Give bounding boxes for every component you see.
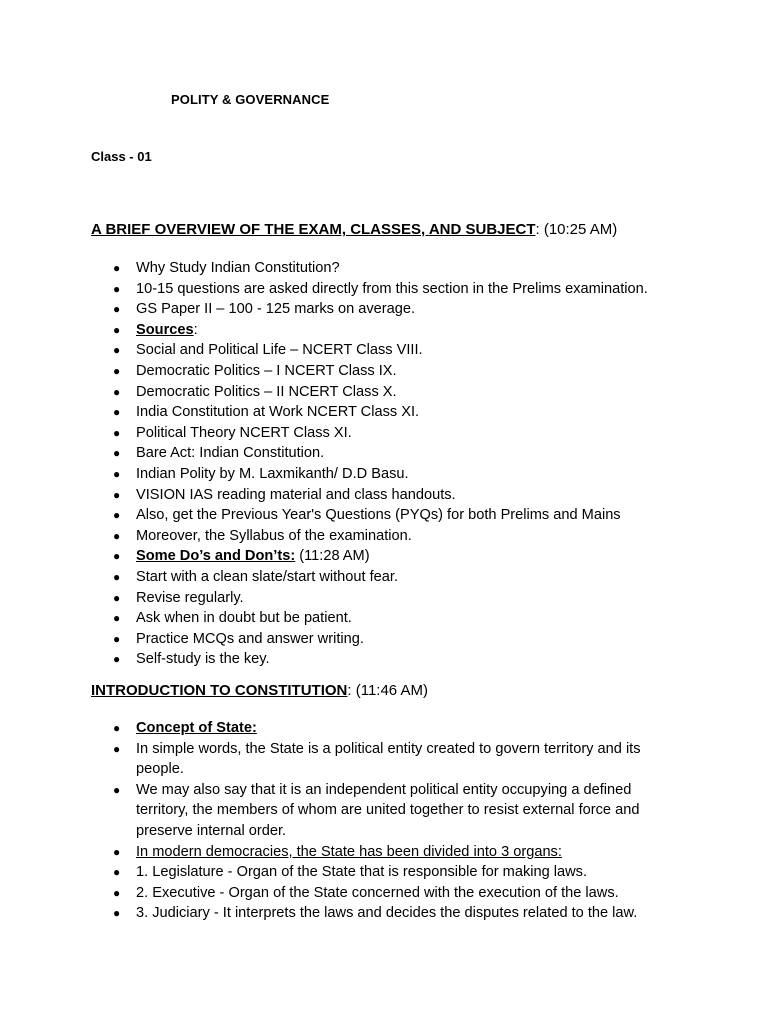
list-item-text: Political Theory NCERT Class XI. <box>136 424 352 441</box>
bullet-icon: ● <box>113 528 121 543</box>
list-item-text: Moreover, the Syllabus of the examination. <box>136 527 412 544</box>
class-label: Class - 01 <box>91 149 152 164</box>
list-item <box>0 526 700 547</box>
bullet-icon: ● <box>113 466 121 481</box>
list-item-text: Self-study is the key. <box>136 651 270 668</box>
bullet-icon: ● <box>113 261 121 275</box>
bullet-icon: ● <box>113 631 121 646</box>
bullet-icon: ● <box>113 302 121 317</box>
bullet-icon: ● <box>113 652 121 667</box>
bullet-icon: ● <box>113 782 121 797</box>
bullet-icon: ● <box>113 590 121 605</box>
list-item-text: GS Paper II – 100 - 125 marks on average. <box>136 301 416 318</box>
list-item <box>0 629 700 650</box>
list-item <box>0 780 666 842</box>
list-item-underlined: In modern democracies, the State has been divided into 3 organs: <box>136 843 562 860</box>
list-item-text: We may also say that it is an independent political entity occupying a defined territory, the members of whom are united together to resist external force and preserve internal order. <box>136 781 640 839</box>
list-item <box>0 546 700 567</box>
list-item-text: Start with a clean slate/start without fear. <box>136 568 399 585</box>
list-item-text: 3. Judiciary - It interprets the laws and decides the disputes related to the law. <box>136 905 638 922</box>
document-title: POLITY & GOVERNANCE <box>171 92 330 107</box>
bullet-icon: ● <box>113 721 121 735</box>
list-item-text: VISION IAS reading material and class handouts. <box>136 486 456 503</box>
list-item <box>0 464 700 485</box>
list-item-text: 2. Executive - Organ of the State concerned with the execution of the laws. <box>136 884 619 901</box>
section-heading-text: INTRODUCTION TO CONSTITUTION <box>91 682 348 699</box>
overview-bullet-list <box>0 258 700 670</box>
list-item-lead: Concept of State: <box>136 720 257 736</box>
bullet-icon: ● <box>113 487 121 502</box>
list-item <box>0 739 666 780</box>
section-heading-constitution <box>91 682 428 699</box>
list-item-text: 10-15 questions are asked directly from this section in the Prelims examination. <box>136 280 648 297</box>
list-item <box>0 842 700 863</box>
list-item-text: Bare Act: Indian Constitution. <box>136 445 325 462</box>
bullet-icon: ● <box>113 906 121 921</box>
section-heading-time: : (11:46 AM) <box>347 682 428 699</box>
list-item <box>0 402 700 423</box>
bullet-icon: ● <box>113 363 121 378</box>
bullet-icon: ● <box>113 405 121 420</box>
bullet-icon: ● <box>113 844 121 859</box>
bullet-icon: ● <box>113 384 121 399</box>
list-item <box>0 505 700 526</box>
list-item <box>0 279 700 300</box>
bullet-icon: ● <box>113 741 121 756</box>
list-item-text: Ask when in doubt but be patient. <box>136 610 352 627</box>
list-item-text: Why Study Indian Constitution? <box>136 260 340 276</box>
bullet-icon: ● <box>113 425 121 440</box>
list-item-text: In simple words, the State is a political entity created to govern territory and its people. <box>136 740 641 778</box>
bullet-icon: ● <box>113 508 121 523</box>
list-item <box>0 443 700 464</box>
list-item <box>0 320 700 341</box>
list-item <box>0 258 700 279</box>
list-item-lead: Sources <box>136 321 194 338</box>
bullet-icon: ● <box>113 446 121 461</box>
list-item <box>0 299 700 320</box>
list-item <box>0 903 700 924</box>
list-item <box>0 883 700 904</box>
list-item <box>0 588 700 609</box>
section-heading-overview <box>91 221 617 238</box>
list-item-text: Democratic Politics – I NCERT Class IX. <box>136 362 397 379</box>
list-item-text: Democratic Politics – II NCERT Class X. <box>136 383 397 400</box>
bullet-icon: ● <box>113 549 121 564</box>
list-item <box>0 485 700 506</box>
list-item-text: Practice MCQs and answer writing. <box>136 630 364 647</box>
list-item-text: : <box>193 321 198 338</box>
list-item <box>0 382 700 403</box>
list-item-text: Social and Political Life – NCERT Class VIII. <box>136 342 423 359</box>
list-item-text: Revise regularly. <box>136 589 244 606</box>
bullet-icon: ● <box>113 322 121 337</box>
list-item-text: Indian Polity by M. Laxmikanth/ D.D Basu. <box>136 465 409 482</box>
list-item <box>0 567 700 588</box>
list-item <box>0 862 700 883</box>
list-item-lead: Some Do’s and Don’ts: <box>136 548 296 565</box>
list-item-text: India Constitution at Work NCERT Class XI. <box>136 404 420 421</box>
section-heading-text: A BRIEF OVERVIEW OF THE EXAM, CLASSES, AND SUBJECT <box>91 221 536 238</box>
bullet-icon: ● <box>113 885 121 900</box>
constitution-bullet-list <box>0 718 700 924</box>
list-item <box>0 608 700 629</box>
list-item <box>0 340 700 361</box>
list-item <box>0 718 700 739</box>
bullet-icon: ● <box>113 611 121 626</box>
bullet-icon: ● <box>113 865 121 880</box>
list-item-text: (11:28 AM) <box>295 548 370 565</box>
list-item <box>0 423 700 444</box>
list-item-text: 1. Legislature - Organ of the State that is responsible for making laws. <box>136 864 588 881</box>
list-item <box>0 649 700 670</box>
bullet-icon: ● <box>113 569 121 584</box>
list-item-text: Also, get the Previous Year's Questions (PYQs) for both Prelims and Mains <box>136 507 621 524</box>
bullet-icon: ● <box>113 281 121 296</box>
list-item <box>0 361 700 382</box>
bullet-icon: ● <box>113 343 121 358</box>
section-heading-time: : (10:25 AM) <box>535 221 618 238</box>
